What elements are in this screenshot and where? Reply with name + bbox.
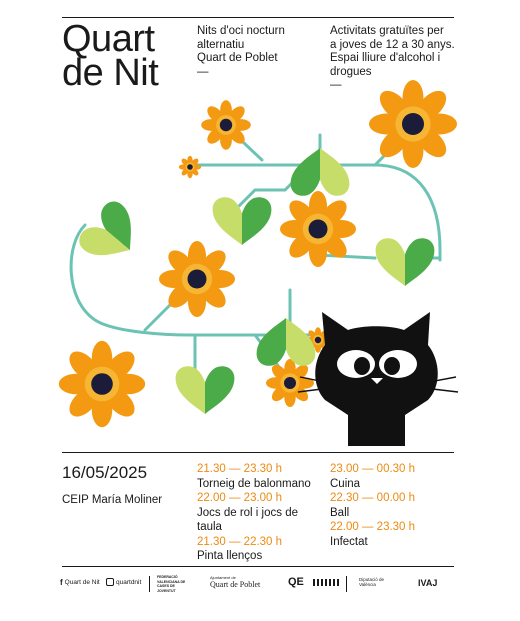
diputacio-logo: Diputació de València [359,577,385,587]
footer-separator [346,576,347,592]
leaf [74,197,148,273]
intro-line-3: Quart de Poblet [197,52,278,64]
footer-separator [149,576,150,592]
ajuntament-logo [210,575,260,589]
title-line-1: Quart [62,18,155,60]
leaf [376,238,435,286]
schedule-time: 23.00 — 00.30 h [330,463,416,475]
cat-eye [379,350,417,378]
leaf [176,366,235,414]
schedule-time: 22.00 — 23.30 h [330,521,416,533]
info-line-4: drogues [330,65,372,78]
footer-logos [60,574,460,594]
intro-line-1: Nits d'oci nocturn [197,25,285,37]
instagram-link[interactable] [106,578,141,586]
title-line-2: de Nit [62,52,159,94]
intro-line-2: alternatiu [197,38,245,51]
ivaj-logo: IVAJ [418,578,438,588]
schedule-time: 21.30 — 22.30 h [197,535,283,548]
schedule-activity: Infectat [330,535,368,548]
instagram-label: quartdnit [116,578,142,586]
qe-logo: QE [288,576,304,588]
facebook-icon: f [60,578,63,587]
schedule-activity: Cuina [330,477,361,490]
flower [159,241,235,317]
flower [369,80,457,168]
schedule-activity: Torneig de balonmano [197,477,311,490]
schedule-activity: Pinta llenços [197,550,263,562]
facebook-link[interactable] [60,578,100,587]
middle-rule [62,452,454,453]
leaf [291,148,350,196]
flower [280,191,356,267]
schedule-left [197,462,315,564]
footer-rule [62,566,454,567]
info-line-1: Activitats gratuïtes per [330,25,444,37]
info-line-2: a joves de 12 a 30 anys. [330,38,455,51]
intro-dash: — [197,65,209,78]
federacio-logo: FEDERACIÓ VALENCIANA DE CASES DE JOVENTUT [157,575,186,593]
event-date: 16/05/2025 [62,463,148,482]
schedule-time: 21.30 — 23.30 h [197,463,283,475]
instagram-icon [106,578,114,586]
flower [59,341,145,427]
party-logo-icon [313,579,339,586]
flower [201,100,251,150]
info-dash: — [330,79,342,91]
schedule-activity: Jocs de rol i jocs de taula [197,506,298,533]
ajuntament-label: Quart de Poblet [210,580,261,589]
cat-eye [337,350,375,378]
schedule-time: 22.00 — 23.00 h [197,492,283,504]
schedule-time: 22.30 — 00.00 h [330,492,416,504]
schedule-activity: Ball [330,506,350,519]
schedule-right [330,462,454,549]
info-line-3: Espai lliure d'alcohol i [330,52,441,64]
facebook-label: Quart de Nit [64,579,100,586]
event-venue: CEIP María Moliner [62,494,163,506]
flower [266,359,314,407]
ajuntament-small-label: Ajuntament de [210,575,236,580]
leaf [257,318,316,366]
flower [179,156,201,178]
